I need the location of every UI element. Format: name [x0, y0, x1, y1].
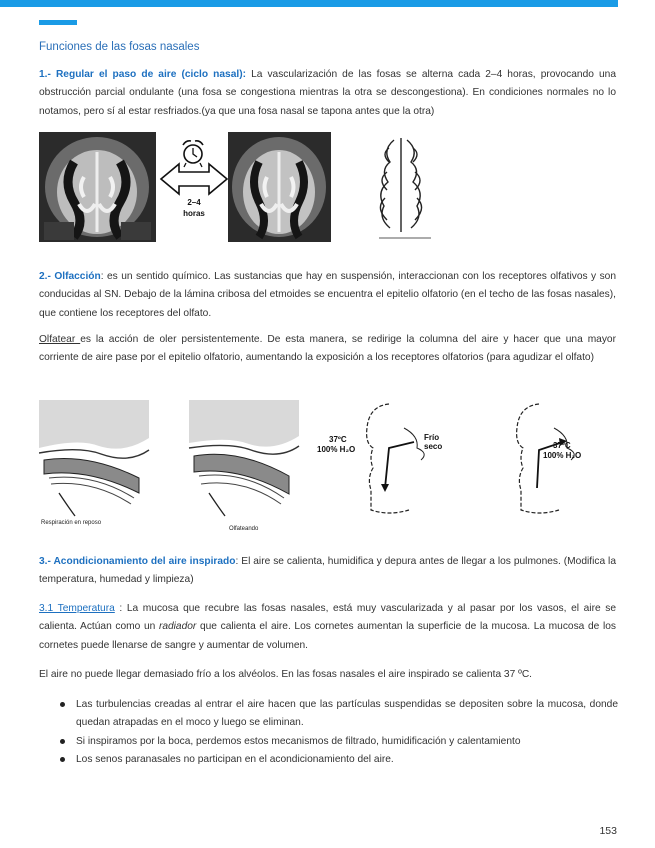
text-temperature-a: : La mucosa que recubre las fosas nasales, está muy vascularizada y al pasar por los vasos, el aire se calienta. Actúan como un	[39, 603, 617, 633]
paragraph-temperature	[39, 600, 616, 655]
bullet-list	[58, 696, 618, 769]
text-temperature-b: que calienta el aire. Los cornetes aumentan la superficie de la mucosa. La mucosa de los cornetes puede llenarse de sangre y aumentar de volumen.	[39, 621, 616, 651]
alarm-clock-icon	[183, 141, 203, 167]
section-title: Funciones de las fosas nasales	[39, 41, 200, 53]
ct-scan-right	[228, 132, 331, 242]
term-radiador: radiador	[158, 621, 197, 633]
head-profile-warm-air	[517, 404, 582, 513]
page-number: 153	[599, 825, 617, 837]
figure-airflow	[39, 398, 619, 538]
term-olfatear: Olfatear	[39, 334, 81, 345]
link-temperature[interactable]: 3.1 Temperatura	[39, 603, 115, 614]
top-color-bar	[0, 0, 618, 7]
heading-air-conditioning: 3.- Acondicionamiento del aire inspirado	[39, 556, 236, 567]
arrow-label-hours-value: 2–4	[187, 198, 201, 207]
figure-nasal-cycle	[39, 132, 599, 244]
paragraph-alveoli	[39, 666, 616, 684]
label-dry: seco	[424, 442, 443, 451]
label-cold: Frío	[424, 433, 440, 442]
bullet-item: Si inspiramos por la boca, perdemos estos mecanismos de filtrado, humidificación y calentamiento	[58, 733, 618, 751]
arrow-label-hours-unit: horas	[183, 209, 205, 218]
label-humidity-right: 100% H₂O	[543, 451, 582, 460]
turbinates-drawing	[379, 138, 431, 238]
section-accent-mark	[39, 20, 77, 25]
heading-nasal-cycle: 1.- Regular el paso de aire (ciclo nasal):	[39, 69, 246, 80]
label-37c-left: 37ºC	[329, 435, 347, 444]
caption-sniffing: Olfateando	[229, 526, 259, 532]
ct-scan-left	[39, 132, 156, 242]
double-arrow-icon	[161, 164, 227, 194]
head-profile-cold-air	[317, 404, 442, 513]
text-alveoli: El aire no puede llegar demasiado frío a los alvéolos. En las fosas nasales el aire inspirado se calienta 37 ºC.	[39, 669, 533, 680]
sagittal-resting	[39, 400, 149, 526]
sagittal-sniffing	[189, 400, 299, 532]
paragraph-olfaction	[39, 268, 616, 323]
caption-resting: Respiración en reposo	[41, 520, 102, 526]
bullet-item: Las turbulencias creadas al entrar el aire hacen que las partículas suspendidas se depositen sobre la mucosa, donde quedan atrapadas en el moco y luego se eliminan.	[58, 696, 618, 733]
label-humidity-left: 100% H₂O	[317, 445, 356, 454]
label-37c-right: 37ºC	[553, 441, 571, 450]
text-sniffing: es la acción de oler persistentemente. De esta manera, se redirige la columna del aire y hacer que una mayor corriente de aire pase por el epitelio olfatorio, aumentando la exposición a los receptores olfatorios (para agudizar el olfato)	[39, 334, 616, 364]
bullet-item: Los senos paranasales no participan en el acondicionamiento del aire.	[58, 751, 618, 769]
text-olfaction: : es un sentido químico. Las sustancias que hay en suspensión, interaccionan con los receptores olfativos y son conducidas al SN. Debajo de la lámina cribosa del etmoides se encuentra el epitelio olfatorio (en el techo de las fosas nasales), que contiene los receptores del olfato.	[39, 271, 617, 319]
heading-olfaction: 2.- Olfacción	[39, 271, 101, 282]
text-nasal-cycle: La vascularización de las fosas se alterna cada 2–4 horas, provocando una obstrucción parcial ondulante (una fosa se congestiona mientras la otra se descongestiona). En condiciones normales no lo notamos, pero sí al estar resfriados.(ya que una fosa nasal se tapona antes que la otra)	[39, 69, 616, 117]
paragraph-nasal-cycle	[39, 66, 616, 121]
paragraph-sniffing	[39, 331, 616, 368]
paragraph-air-conditioning	[39, 553, 616, 590]
text-air-conditioning: : El aire se calienta, humidifica y depura antes de llegar a los pulmones. (Modifica la temperatura, humedad y limpieza)	[39, 556, 616, 586]
